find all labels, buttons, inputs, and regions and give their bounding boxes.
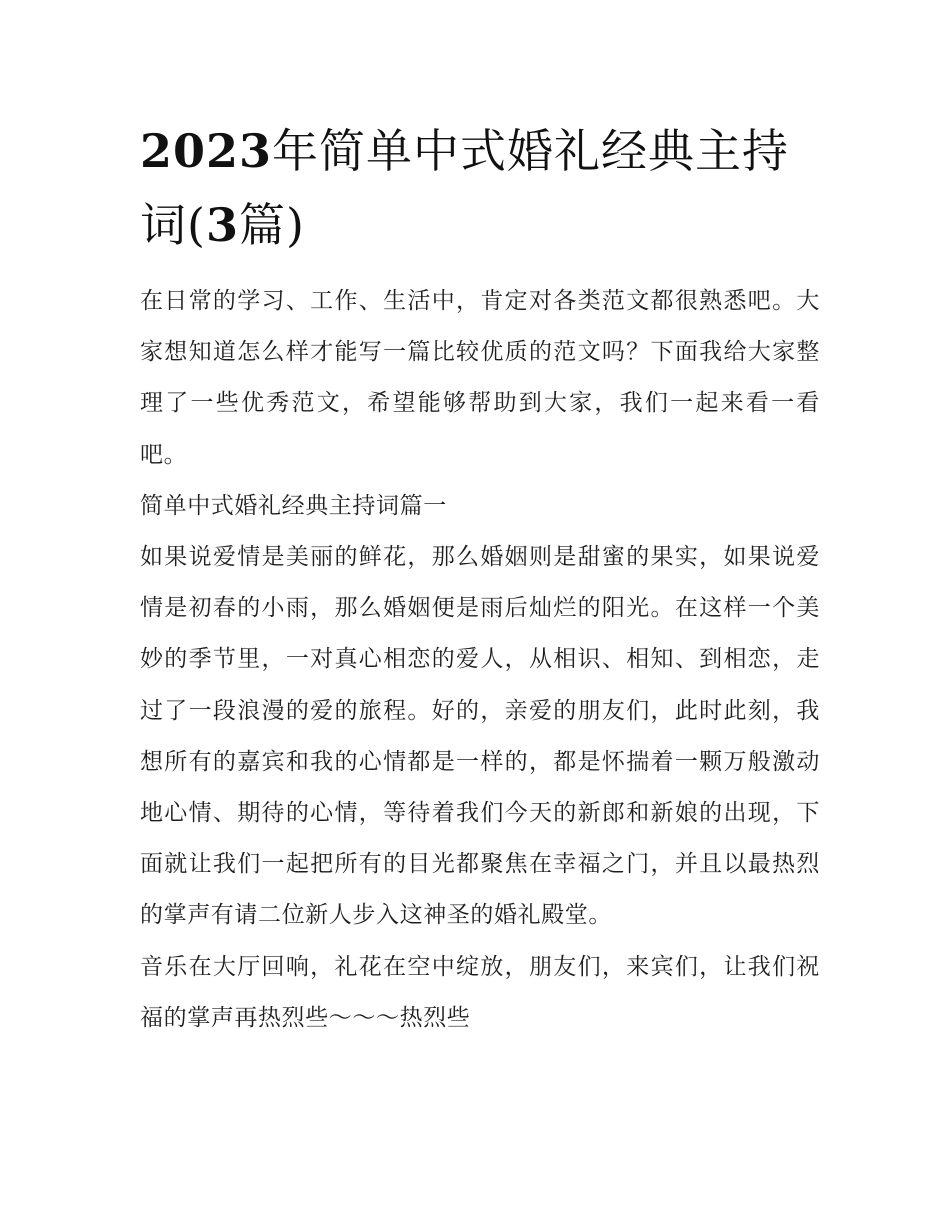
title-suffix: 篇) (238, 198, 305, 252)
document-body (140, 276, 820, 1044)
intro-paragraph: 在日常的学习、工作、生活中，肯定对各类范文都很熟悉吧。大家想知道怎么样才能写一篇比较优质的范文吗？下面我给大家整理了一些优秀范文，希望能够帮助到大家，我们一起来看一看吧。 (140, 288, 820, 468)
title-year: 2023 (140, 124, 273, 178)
title-count: 3 (205, 198, 239, 252)
title-text: 年简单中式婚礼经典主持词( (140, 124, 790, 252)
section-heading: 简单中式婚礼经典主持词篇一 (140, 492, 447, 519)
body-paragraph: 如果说爱情是美丽的鲜花，那么婚姻则是甜蜜的果实，如果说爱情是初春的小雨，那么婚姻便是雨后灿烂的阳光。在这样一个美妙的季节里，一对真心相恋的爱人，从相识、相知、到相恋，走过了一段浪漫的爱的旅程。好的，亲爱的朋友们，此时此刻，我想所有的嘉宾和我的心情都是一样的，都是怀揣着一颗万般激动地心情、期待的心情，等待着我们今天的新郎和新娘的出现，下面就让我们一起把所有的目光都聚焦在幸福之门，并且以最热烈的掌声有请二位新人步入这神圣的婚礼殿堂。 (140, 544, 820, 929)
document-title (140, 114, 820, 262)
body-paragraph: 音乐在大厅回响，礼花在空中绽放，朋友们，来宾们，让我们祝福的掌声再热烈些～～～热烈些 (140, 953, 820, 1031)
